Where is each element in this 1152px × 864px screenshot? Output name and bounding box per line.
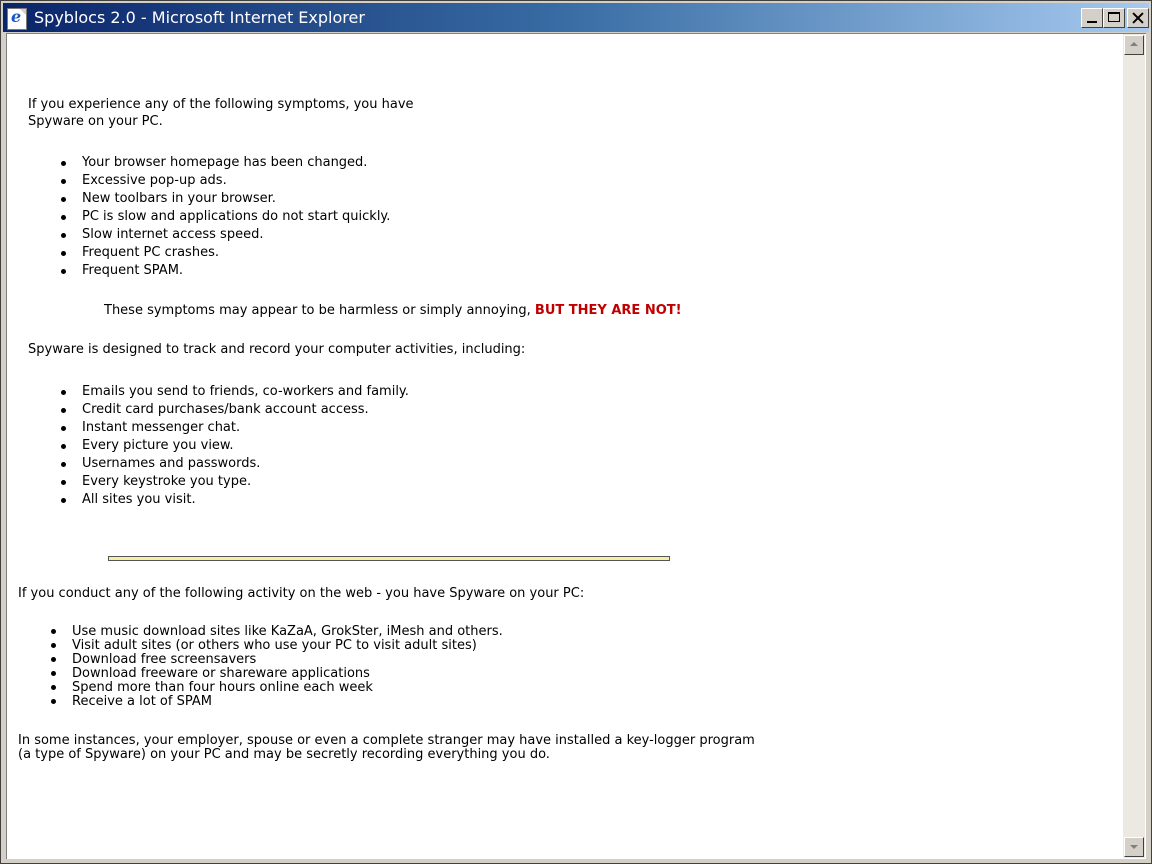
list-item: Visit adult sites (or others who use your PC to visit adult sites) xyxy=(72,639,503,653)
list-item: Spend more than four hours online each week xyxy=(72,681,503,695)
warning-lead: These symptoms may appear to be harmless or simply annoying, xyxy=(104,303,535,318)
list-item: Your browser homepage has been changed. xyxy=(82,154,390,172)
horizontal-divider xyxy=(108,556,670,561)
list-item: PC is slow and applications do not start quickly. xyxy=(82,209,391,224)
minimize-button[interactable] xyxy=(1081,8,1103,28)
scroll-up-arrow-icon[interactable] xyxy=(1124,35,1144,55)
page-content-area xyxy=(6,33,1146,859)
instances-text: In some instances, your employer, spouse or even a complete stranger may have installed a key-logger program (a type of Spyware) on your PC and may be secretly recording everything you do. xyxy=(18,733,755,762)
internet-explorer-icon[interactable] xyxy=(7,8,27,30)
list-item: All sites you visit. xyxy=(82,491,409,509)
symptoms-list xyxy=(82,154,390,280)
web-activity-list xyxy=(72,625,503,709)
list-item: Frequent SPAM. xyxy=(82,262,390,280)
list-item: Every picture you view. xyxy=(82,437,409,455)
list-item: Slow internet access speed. xyxy=(82,226,390,244)
list-item: New toolbars in your browser. xyxy=(82,190,390,208)
window-title: Spyblocs 2.0 - Microsoft Internet Explorer xyxy=(34,8,365,27)
maximize-button[interactable] xyxy=(1103,8,1125,28)
intro-text: If you experience any of the following symptoms, you have Spyware on your PC. xyxy=(28,97,414,129)
close-button[interactable] xyxy=(1127,8,1149,28)
scroll-down-arrow-icon[interactable] xyxy=(1124,837,1144,857)
warning-text xyxy=(104,303,682,318)
list-item: Receive a lot of SPAM xyxy=(72,695,503,709)
list-item: Instant messenger chat. xyxy=(82,419,409,437)
vertical-scrollbar[interactable] xyxy=(1123,34,1145,858)
list-item: Excessive pop-up ads. xyxy=(82,172,390,190)
list-item: Credit card purchases/bank account access. xyxy=(82,401,409,419)
list-item: Download free screensavers xyxy=(72,653,503,667)
title-bar[interactable] xyxy=(3,3,1149,32)
warning-emphasis: BUT THEY ARE NOT! xyxy=(534,303,682,318)
tracked-activities-list xyxy=(82,383,409,509)
page-body xyxy=(7,34,1123,858)
list-item: Usernames and passwords. xyxy=(82,455,409,473)
designed-text: Spyware is designed to track and record your computer activities, including: xyxy=(28,342,526,357)
list-item: Every keystroke you type. xyxy=(82,473,409,491)
list-item: Frequent PC crashes. xyxy=(82,244,390,262)
list-item: Emails you send to friends, co-workers and family. xyxy=(82,384,409,399)
list-item: Use music download sites like KaZaA, GrokSter, iMesh and others. xyxy=(72,624,503,639)
conduct-text: If you conduct any of the following activity on the web - you have Spyware on your PC: xyxy=(18,586,585,601)
list-item: Download freeware or shareware applications xyxy=(72,667,503,681)
